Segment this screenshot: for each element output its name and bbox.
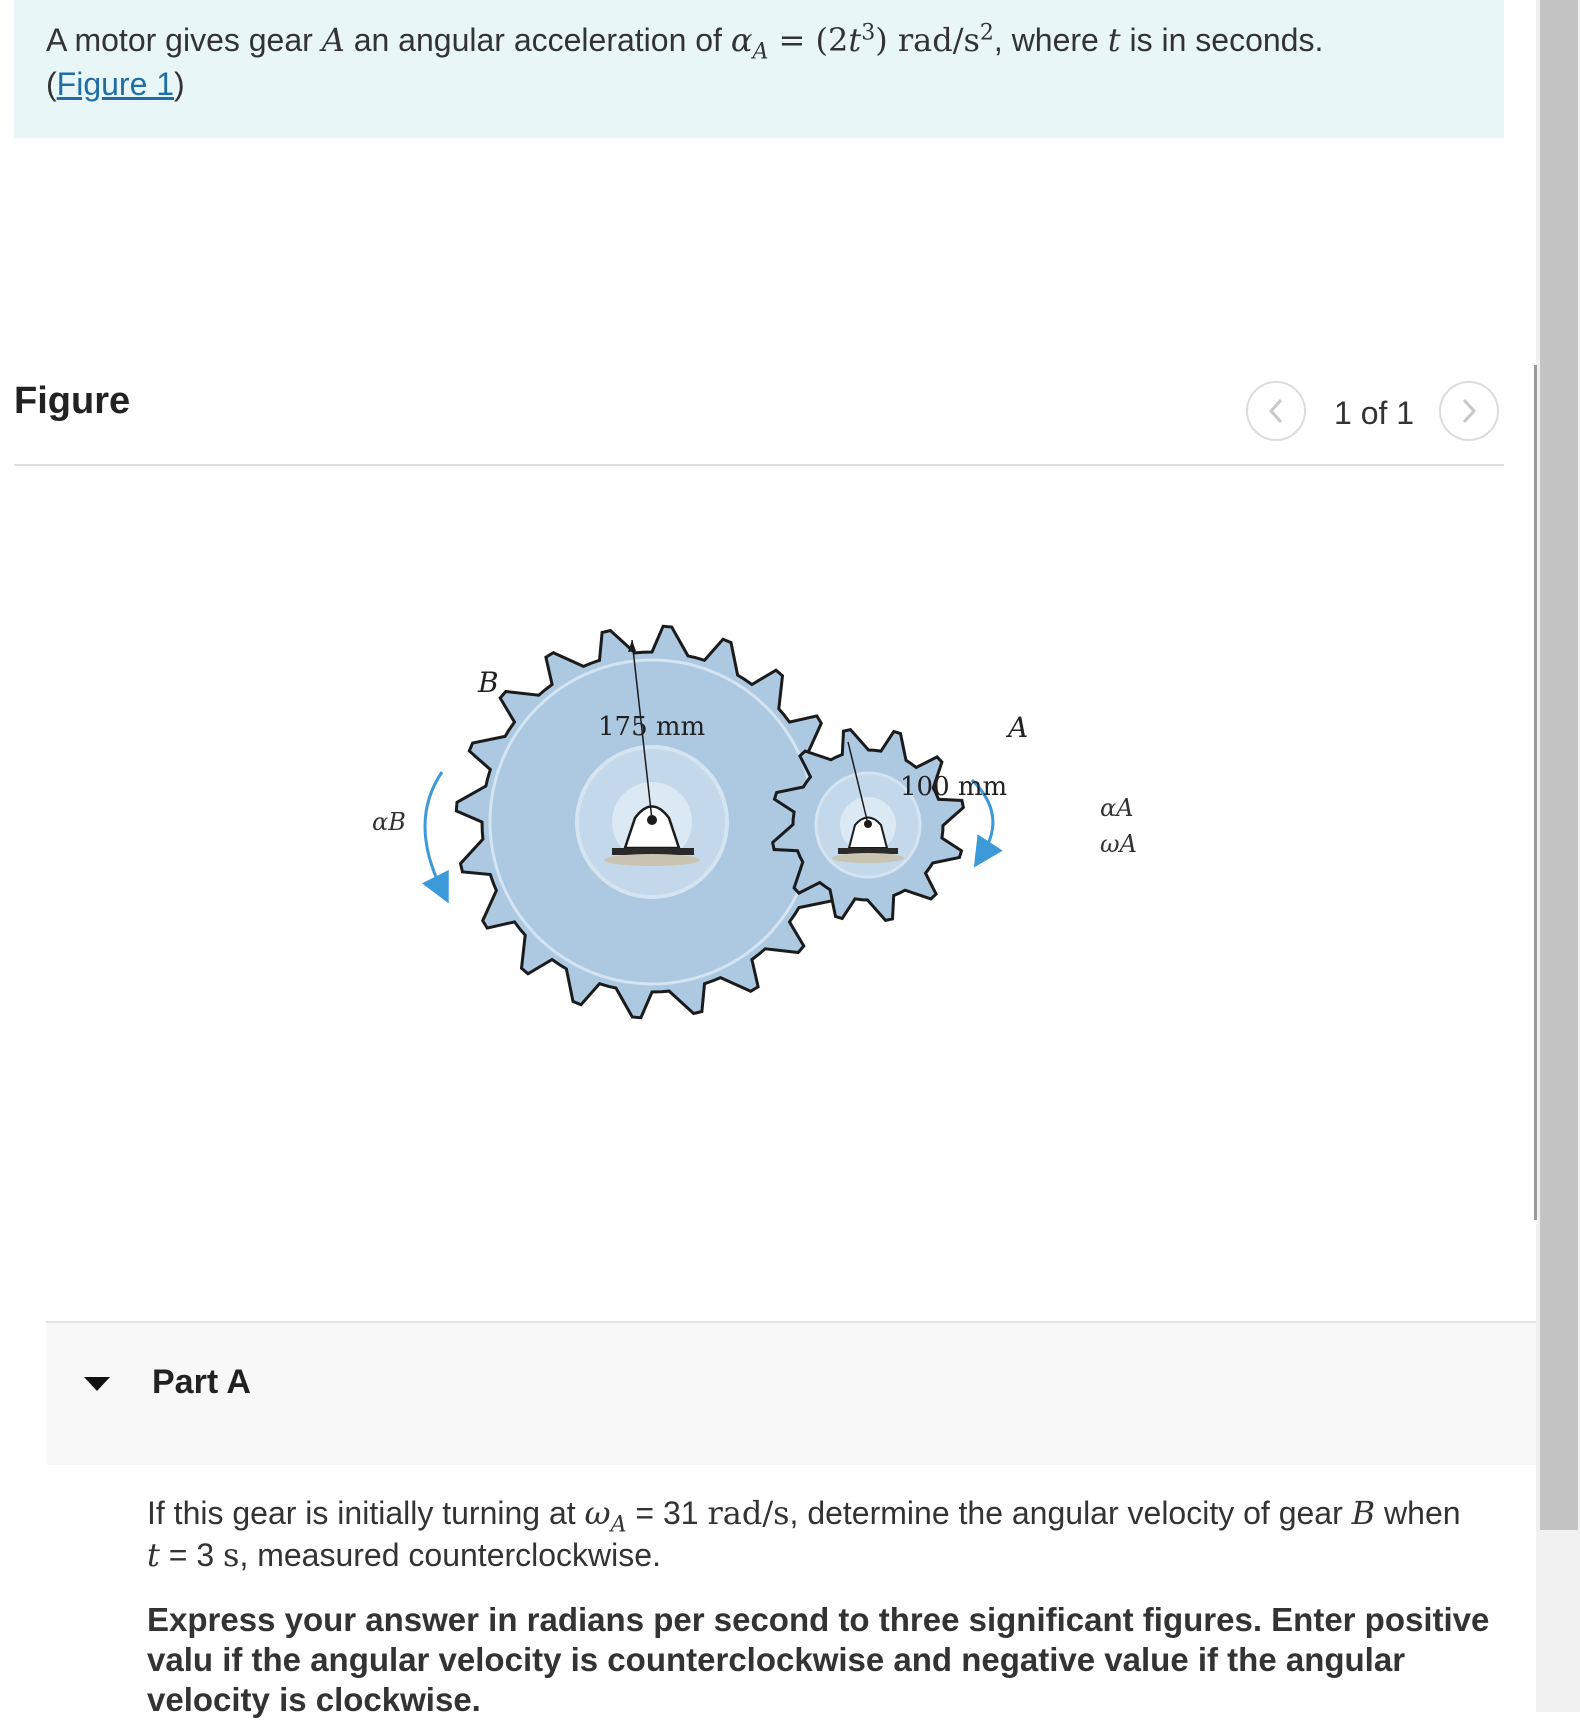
alpha-subscript: A — [752, 39, 769, 65]
equation-part: = (2 — [768, 21, 849, 59]
intro-text: is in seconds. — [1120, 22, 1324, 58]
unit: ) rad/s — [875, 21, 980, 59]
intro-text: , where — [993, 22, 1108, 58]
paren: ( — [46, 66, 57, 102]
caret-down-icon[interactable] — [82, 1375, 112, 1393]
gear-b-label: B — [478, 666, 499, 699]
exponent: 2 — [979, 20, 994, 46]
figure-title: Figure — [14, 380, 131, 422]
chevron-right-icon — [1457, 395, 1481, 427]
question-part: when — [1375, 1495, 1461, 1531]
part-a-header[interactable] — [46, 1323, 1536, 1465]
radius-a-label: 100 mm — [900, 772, 1008, 802]
answer-instructions: Express your answer in radians per second to three significant figures. Enter positive valu if the angular velocity is counterclockwise and negative value if the angular velocity is clockwise. — [147, 1601, 1490, 1718]
alpha-b-label: αB — [372, 808, 406, 836]
gear-diagram — [360, 600, 1160, 1050]
alpha-symbol: α — [730, 21, 753, 59]
gear-a-symbol: A — [321, 21, 345, 59]
gear-a — [773, 730, 964, 921]
omega-symbol: ω — [584, 1494, 611, 1532]
alpha-a-label: αA — [1100, 794, 1134, 822]
previous-figure-button[interactable] — [1246, 381, 1306, 441]
question-text — [147, 1492, 1547, 1576]
unit: rad/s — [707, 1494, 790, 1532]
t-variable: t — [147, 1536, 160, 1574]
alpha-b-arrow — [425, 772, 442, 890]
unit: s — [223, 1536, 240, 1574]
intro-text: an angular acceleration of — [344, 22, 731, 58]
question-part: If this gear is initially turning at — [147, 1495, 585, 1531]
scrollbar-thumb[interactable] — [1540, 0, 1578, 1530]
t-variable: t — [1107, 21, 1121, 59]
gear-b-symbol: B — [1351, 1494, 1376, 1532]
question-part: = 31 — [626, 1495, 708, 1531]
figure-divider — [14, 464, 1504, 466]
gear-b — [456, 626, 847, 1017]
question-part: , determine the angular velocity of gear — [789, 1495, 1352, 1531]
question-part: , measured counterclockwise. — [239, 1537, 661, 1573]
intro-text: A motor gives gear — [46, 22, 322, 58]
problem-statement — [14, 0, 1504, 138]
chevron-left-icon — [1264, 395, 1288, 427]
figure-page-counter: 1 of 1 — [1334, 395, 1415, 431]
next-figure-button[interactable] — [1439, 381, 1499, 441]
omega-subscript: A — [610, 1512, 627, 1538]
figure-1-link[interactable]: Figure 1 — [56, 66, 175, 102]
paren: ) — [174, 66, 185, 102]
gear-a-label: A — [1008, 711, 1029, 744]
panel-edge — [1534, 365, 1537, 1220]
t-variable: t — [848, 21, 862, 59]
part-a-title: Part A — [152, 1363, 251, 1401]
omega-a-label: ωA — [1100, 830, 1137, 858]
question-part: = 3 — [159, 1537, 224, 1573]
radius-b-label: 175 mm — [598, 712, 706, 742]
exponent: 3 — [861, 20, 876, 46]
